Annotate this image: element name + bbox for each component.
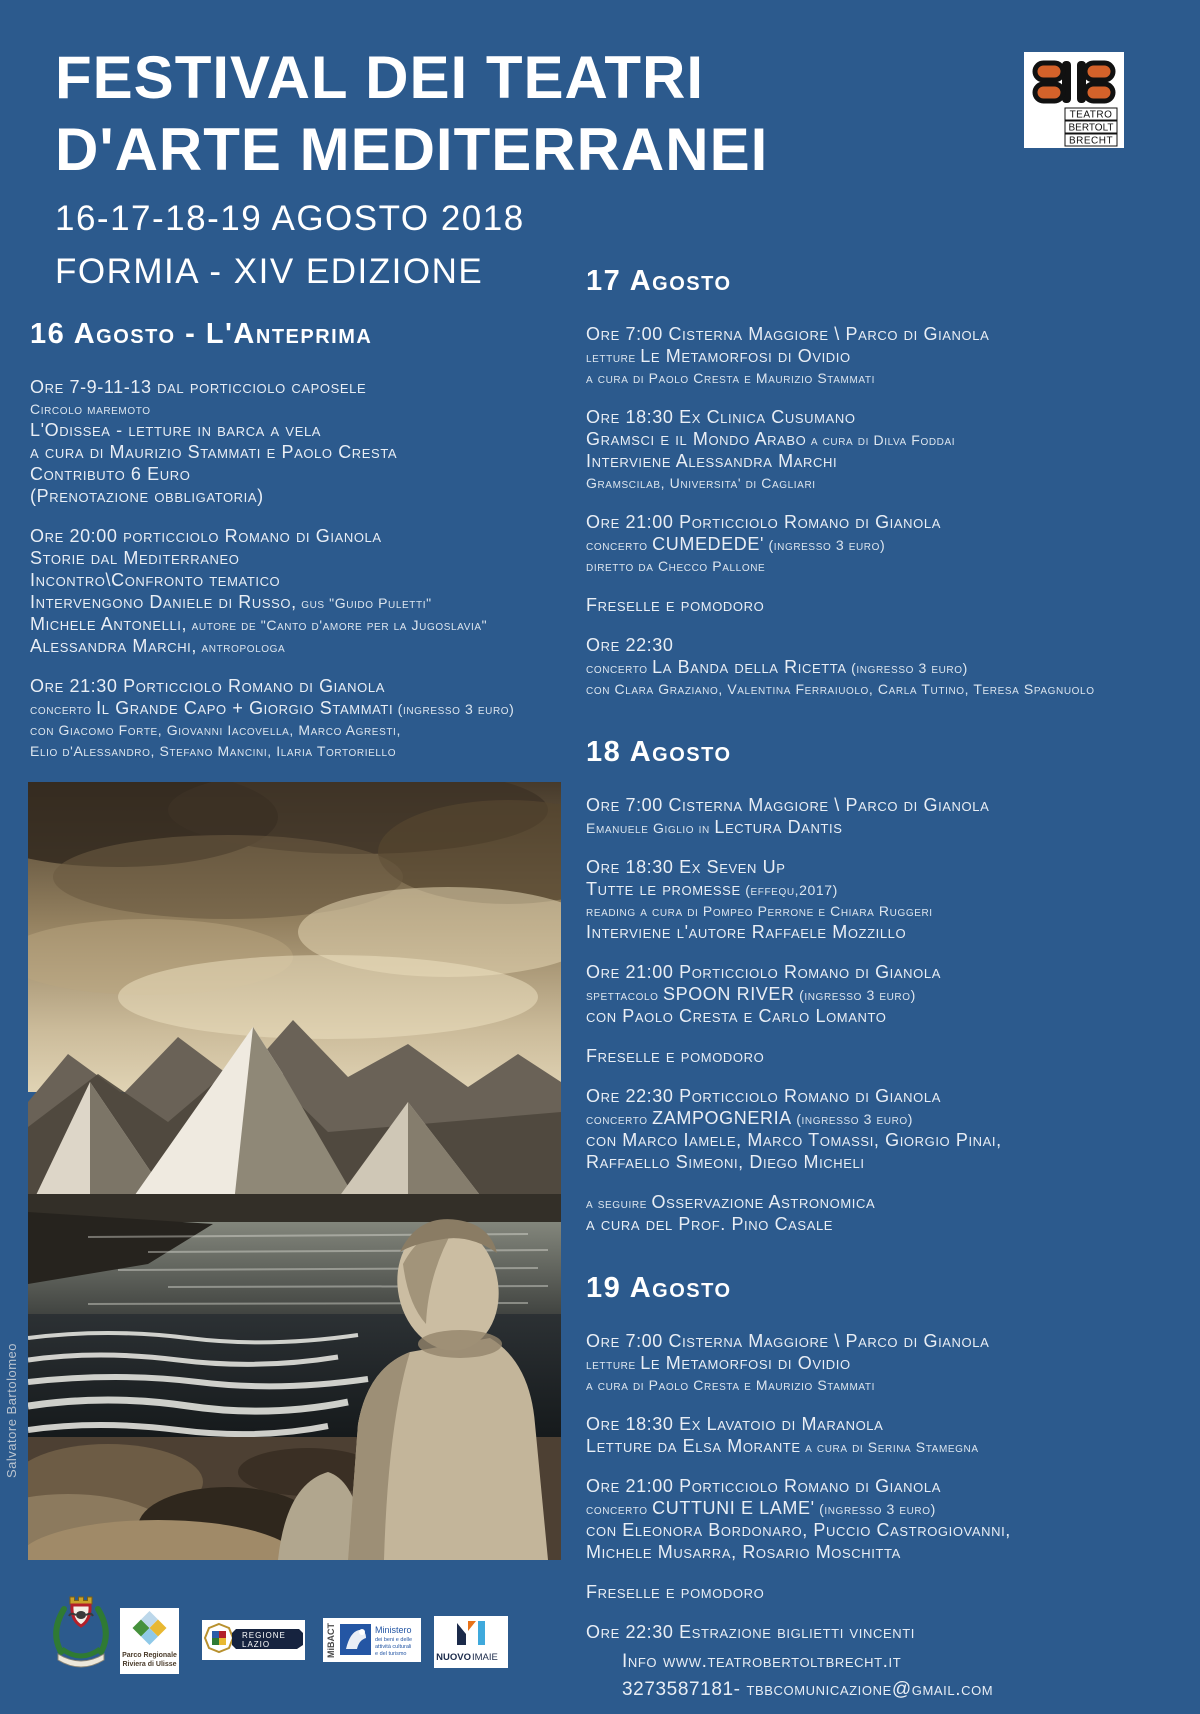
event [586,1622,1190,1644]
lazio-text-lazio: LAZIO [242,1640,271,1649]
mibact-title: Ministero [375,1625,412,1635]
footer-website: Info www.teatrobertoltbrecht.it [622,1651,902,1672]
event-line: concerto Il Grande Capo + Giorgio Stammati (ingresso 3 euro) [30,698,515,718]
parco-riviera-di-ulisse-logo [120,1608,179,1674]
comune-di-formia-crest [46,1592,116,1670]
poster-title [55,42,768,186]
imaie-text-nuovo: NUOVO [436,1652,471,1663]
lazio-text-regione: REGIONE [242,1631,286,1640]
nuovo-imaie-logo [434,1616,508,1668]
event-line: Raffaello Simeoni, Diego Micheli [586,1152,865,1172]
event [586,1582,1190,1604]
tbb-text-brecht: BRECHT [1068,135,1114,147]
mibact-ministero-logo [323,1618,421,1662]
landscape-photo [28,782,561,1560]
event-line: Freselle e pomodoro [586,1582,765,1602]
nuovo-imaie-icon [434,1616,508,1668]
mibact-sub-3: e del turismo [375,1651,407,1657]
event-line: Michele Musarra, Rosario Moschitta [586,1542,901,1562]
event [586,795,1190,839]
event [30,526,570,658]
parco-label-1: Parco Regionale [122,1652,177,1659]
event-line: Ore 21:30 Porticciolo Romano di Gianola [30,676,385,696]
event-line: Gramsci e il Mondo Arabo a cura di Dilva Foddai [586,429,956,449]
event-line: Ore 18:30 Ex Lavatoio di Maranola [586,1414,884,1434]
event-line: Incontro\Confronto tematico [30,570,281,590]
event-line: Contributo 6 Euro [30,464,191,484]
event-line: reading a cura di Pompeo Perrone e Chiara Ruggeri [586,903,933,919]
title-line-2: D'ARTE MEDITERRANEI [55,116,769,183]
event-line: Ore 20:00 porticciolo Romano di Gianola [30,526,382,546]
event-line: a cura di Paolo Cresta e Maurizio Stammati [586,1377,876,1393]
event-line: Letture da Elsa Morante a cura di Serina Stamegna [586,1436,979,1456]
event-line: Ore 7:00 Cisterna Maggiore \ Parco di Gianola [586,795,990,815]
event [30,377,570,508]
event-line: Ore 22:30 Porticciolo Romano di Gianola [586,1086,941,1106]
coat-of-arms-icon [46,1592,116,1670]
event [586,512,1190,577]
tbb-text-bertolt: BERTOLT [1068,122,1114,134]
event [586,1414,1190,1458]
event-line: (Prenotazione obbligatoria) [30,486,264,506]
title-line-1: FESTIVAL DEI TEATRI [55,44,705,111]
event [586,1192,1190,1236]
event-line: a cura del Prof. Pino Casale [586,1214,834,1234]
event [30,676,570,762]
section-17-agosto [586,265,1190,700]
event [586,595,1190,617]
event-line: Ore 21:00 Porticciolo Romano di Gianola [586,962,941,982]
parco-diamond-icon [120,1608,179,1646]
event-line: Intervengono Daniele di Russo, gus "Guido Puletti" [30,592,432,612]
event-line: spettacolo SPOON RIVER (ingresso 3 euro) [586,984,916,1004]
event [586,635,1190,700]
event [586,1086,1190,1174]
event-line: Ore 18:30 Ex Clinica Cusumano [586,407,856,427]
event-line: a cura di Paolo Cresta e Maurizio Stammati [586,370,876,386]
section-18-agosto [586,736,1190,1236]
section-heading-16-agosto: 16 Agosto - L'Anteprima [30,318,373,350]
event [586,1046,1190,1068]
teatro-bertolt-brecht-logo [1024,52,1124,148]
event-line: Elio d'Alessandro, Stefano Mancini, Ilaria Tortoriello [30,743,397,759]
event-line: Storie dal Mediterraneo [30,548,240,568]
event-line: Ore 22:30 [586,635,674,655]
event [586,962,1190,1028]
event-line: Ore 7:00 Cisterna Maggiore \ Parco di Gianola [586,1331,990,1351]
sea-mountain-statue-image [28,782,561,1560]
section-heading-19-agosto: 19 Agosto [586,1272,732,1304]
event-line: con Clara Graziano, Valentina Ferraiuolo, Carla Tutino, Teresa Spagnuolo [586,681,1095,697]
event-line: Emanuele Giglio in Lectura Dantis [586,817,843,837]
right-column [586,265,1190,1662]
event-line: Freselle e pomodoro [586,595,765,615]
event-line: diretto da Checco Pallone [586,558,766,574]
event [586,857,1190,944]
event-line: Ore 21:00 Porticciolo Romano di Gianola [586,1476,941,1496]
parco-label-2: Riviera di Ulisse [122,1661,177,1668]
section-19-agosto [586,1272,1190,1644]
regione-lazio-icon [202,1620,305,1660]
event-line: concerto ZAMPOGNERIA (ingresso 3 euro) [586,1108,914,1128]
event-line: Ore 22:30 Estrazione biglietti vincenti [586,1622,915,1642]
section-16-agosto [30,318,570,762]
event-line: L'Odissea - letture in barca a vela [30,420,322,440]
event-line: Michele Antonelli, autore de "Canto d'amore per la Jugoslavia" [30,614,488,634]
mibact-vertical-text: MiBACT [326,1623,336,1658]
event-line: Ore 18:30 Ex Seven Up [586,857,786,877]
event-line: a seguire Osservazione Astronomica [586,1192,876,1212]
tbb-bb-icon [1024,52,1124,148]
event-line: letture Le Metamorfosi di Ovidio [586,346,851,366]
event-line: Interviene Alessandra Marchi [586,451,838,471]
section-heading-17-agosto: 17 Agosto [586,265,732,297]
left-column [30,318,570,780]
regione-lazio-logo [202,1620,305,1660]
footer-contacts [622,1648,993,1704]
event-line: Tutte le promesse (effequ,2017) [586,879,838,899]
imaie-text-imaie: IMAIE [472,1652,498,1663]
event-line: Alessandra Marchi, antropologa [30,636,286,656]
event [586,1331,1190,1396]
event-line: con Giacomo Forte, Giovanni Iacovella, Marco Agresti, [30,722,401,738]
mibact-sub-2: attività culturali [375,1644,412,1650]
event-line: concerto CUMEDEDE' (ingresso 3 euro) [586,534,886,554]
event-line: Circolo maremoto [30,401,151,417]
event-line: Ore 7:00 Cisterna Maggiore \ Parco di Gianola [586,324,990,344]
photo-credit: Salvatore Bartolomeo [4,1342,19,1478]
event-line: con Marco Iamele, Marco Tomassi, Giorgio Pinai, [586,1130,1002,1150]
event-line: Interviene l'autore Raffaele Mozzillo [586,922,907,942]
event-line: Gramscilab, Universita' di Cagliari [586,475,816,491]
event-line: a cura di Maurizio Stammati e Paolo Cresta [30,442,398,462]
poster-subtitle [55,192,525,298]
event-line: con Eleonora Bordonaro, Puccio Castrogiovanni, [586,1520,1011,1540]
event-line: concerto CUTTUNI E LAME' (ingresso 3 euro) [586,1498,936,1518]
event [586,407,1190,494]
footer-phone-email: 3273587181- tbbcomunicazione@gmail.com [622,1679,994,1700]
mibact-sub-1: dei beni e delle [375,1637,413,1643]
event-line: Ore 7-9-11-13 dal porticciolo caposele [30,377,367,397]
tbb-text-teatro: TEATRO [1069,109,1113,121]
mibact-icon [323,1618,421,1662]
event-line: concerto La Banda della Ricetta (ingresso 3 euro) [586,657,968,677]
section-heading-18-agosto: 18 Agosto [586,736,732,768]
event-line: con Paolo Cresta e Carlo Lomanto [586,1006,887,1026]
event-line: Ore 21:00 Porticciolo Romano di Gianola [586,512,941,532]
subtitle-edition: FORMIA - XIV EDIZIONE [55,252,484,291]
event-line: letture Le Metamorfosi di Ovidio [586,1353,851,1373]
subtitle-dates: 16-17-18-19 AGOSTO 2018 [55,199,525,238]
event [586,1476,1190,1564]
event [586,324,1190,389]
event-line: Freselle e pomodoro [586,1046,765,1066]
